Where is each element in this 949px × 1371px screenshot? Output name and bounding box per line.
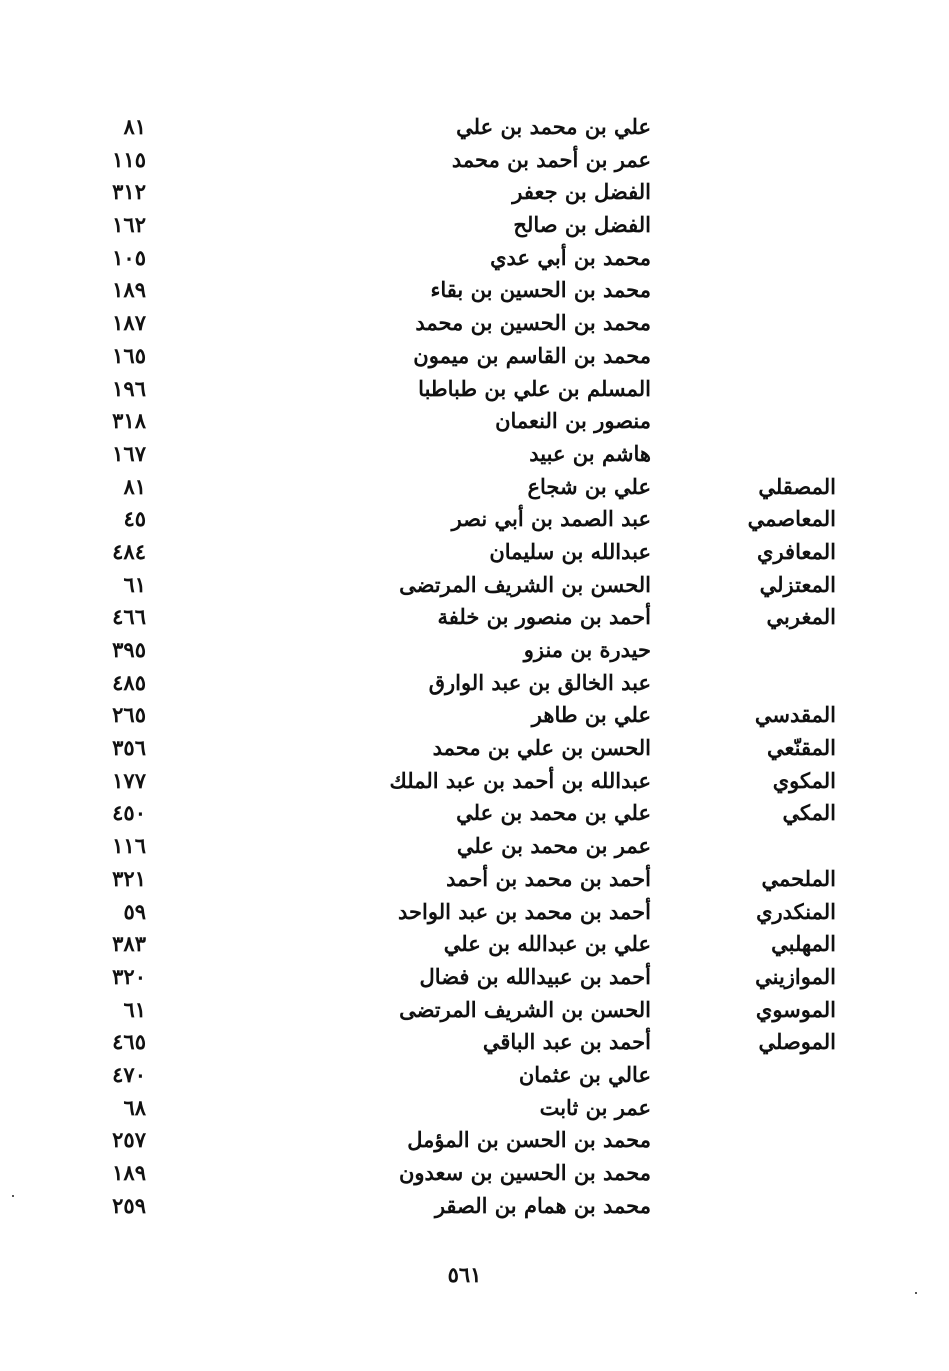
entry-name: محمد بن الحسن بن المؤمل bbox=[407, 1127, 651, 1153]
entry-page-number: ١٧٧ bbox=[112, 767, 146, 793]
entry-page-number: ٨١ bbox=[123, 114, 146, 139]
index-entry bbox=[0, 438, 949, 471]
index-entry bbox=[0, 373, 949, 406]
index-entry bbox=[0, 1092, 949, 1125]
entry-name: علي بن شجاع bbox=[527, 473, 651, 499]
index-entry bbox=[0, 340, 949, 373]
entry-page-number: ٤٥ bbox=[123, 506, 146, 532]
entry-page-number: ١٨٧ bbox=[112, 310, 146, 336]
entry-nisba: المعاصمي bbox=[747, 506, 836, 532]
entry-name: علي بن محمد بن علي bbox=[456, 114, 651, 139]
index-entry bbox=[0, 1157, 949, 1190]
index-entry bbox=[0, 896, 949, 929]
entry-name: علي بن محمد بن علي bbox=[456, 800, 651, 826]
entry-page-number: ٥٩ bbox=[123, 898, 146, 924]
index-entry bbox=[0, 569, 949, 602]
index-entry bbox=[0, 830, 949, 863]
index-entry bbox=[0, 797, 949, 830]
entry-name: عمر بن محمد بن علي bbox=[456, 833, 651, 859]
index-entry bbox=[0, 209, 949, 242]
entry-page-number: ١٦٢ bbox=[112, 212, 146, 238]
entry-name: محمد بن الحسين بن محمد bbox=[415, 310, 651, 336]
index-entry bbox=[0, 732, 949, 765]
entry-page-number: ٣٩٥ bbox=[112, 637, 146, 662]
index-entry bbox=[0, 1059, 949, 1092]
entry-name: أحمد بن منصور بن خلفة bbox=[437, 604, 651, 630]
entry-name: عبد الصمد بن أبي نصر bbox=[451, 506, 651, 532]
entry-page-number: ١٦٥ bbox=[112, 342, 146, 368]
entry-name: عالي بن عثمان bbox=[518, 1061, 651, 1087]
entry-page-number: ٦١ bbox=[123, 996, 146, 1022]
entry-page-number: ١٩٦ bbox=[112, 375, 146, 401]
entry-page-number: ٣٨٣ bbox=[112, 931, 146, 957]
index-entry bbox=[0, 601, 949, 634]
entry-name: الفضل بن صالح bbox=[513, 212, 651, 238]
index-entry bbox=[0, 1026, 949, 1059]
entry-nisba: المصقلي bbox=[758, 473, 836, 499]
entry-name: أحمد بن عبيدالله بن فضال bbox=[419, 963, 651, 989]
index-entry bbox=[0, 765, 949, 798]
entry-page-number: ٤٦٥ bbox=[112, 1029, 146, 1055]
index-entry bbox=[0, 307, 949, 340]
entry-name: منصور بن النعمان bbox=[495, 408, 651, 434]
index-entry bbox=[0, 863, 949, 896]
index-entry bbox=[0, 176, 949, 209]
entry-page-number: ٢٥٩ bbox=[112, 1192, 146, 1218]
entry-name: حيدرة بن منزو bbox=[523, 637, 651, 662]
index-entry bbox=[0, 667, 949, 700]
entry-nisba: الملحمي bbox=[761, 865, 836, 891]
index-entry bbox=[0, 634, 949, 667]
index-entry bbox=[0, 503, 949, 536]
index-entry bbox=[0, 536, 949, 569]
entry-page-number: ٣٥٦ bbox=[112, 735, 146, 761]
entry-page-number: ٣١٨ bbox=[112, 408, 146, 434]
index-entry bbox=[0, 144, 949, 177]
entry-name: عبد الخالق بن عبد الوارق bbox=[428, 669, 651, 695]
entry-page-number: ١٨٩ bbox=[112, 277, 146, 303]
entry-name: الفضل بن جعفر bbox=[512, 179, 651, 205]
entry-nisba: الموسوي bbox=[755, 996, 836, 1022]
entry-page-number: ٦٨ bbox=[123, 1094, 146, 1120]
entry-nisba: المكوي bbox=[772, 767, 836, 793]
page-footer bbox=[0, 1262, 949, 1287]
entry-page-number: ٨١ bbox=[123, 473, 146, 499]
entry-name: محمد بن همام بن الصقر bbox=[434, 1192, 651, 1218]
entry-name: أحمد بن محمد بن أحمد bbox=[446, 865, 651, 891]
entry-name: أحمد بن عبد الباقي bbox=[482, 1029, 651, 1055]
entry-name: هاشم بن عبيد bbox=[529, 440, 651, 466]
entry-nisba: المقنّعي bbox=[767, 735, 836, 761]
entry-nisba: المنكدري bbox=[756, 898, 836, 924]
scan-speck bbox=[915, 1292, 917, 1294]
entry-nisba: المغربي bbox=[766, 604, 836, 630]
index-entry bbox=[0, 471, 949, 504]
entry-name: محمد بن الحسين بن بقاء bbox=[430, 277, 651, 303]
entry-name: عبدالله بن سليمان bbox=[489, 538, 651, 564]
entry-page-number: ٢٦٥ bbox=[112, 702, 146, 728]
entry-name: أحمد بن محمد بن عبد الواحد bbox=[398, 898, 651, 924]
entry-name: الحسن بن الشريف المرتضى bbox=[399, 571, 651, 597]
entry-page-number: ٤٥٠ bbox=[112, 800, 146, 826]
entry-name: عمر بن ثابت bbox=[539, 1094, 651, 1120]
entry-nisba: المكي bbox=[782, 800, 836, 826]
index-entry bbox=[0, 928, 949, 961]
entry-nisba: المعتزلي bbox=[759, 571, 836, 597]
index-entry bbox=[0, 111, 949, 144]
index-entry bbox=[0, 961, 949, 994]
entry-nisba: المقدسي bbox=[754, 702, 836, 728]
entry-page-number: ١٠٥ bbox=[112, 244, 146, 270]
entry-page-number: ٤٨٥ bbox=[112, 669, 146, 695]
entry-page-number: ١٦٧ bbox=[112, 440, 146, 466]
entry-page-number: ٤٦٦ bbox=[112, 604, 146, 630]
entry-name: محمد بن أبي عدي bbox=[490, 244, 651, 270]
entry-page-number: ٢٥٧ bbox=[112, 1127, 146, 1153]
entry-nisba: الموصلي bbox=[758, 1029, 836, 1055]
index-entry bbox=[0, 1190, 949, 1223]
entry-page-number: ٣١٢ bbox=[112, 179, 146, 205]
entry-nisba: المعافري bbox=[757, 538, 836, 564]
entry-name: عبدالله بن أحمد بن عبد الملك bbox=[389, 767, 651, 793]
index-entry bbox=[0, 405, 949, 438]
entry-name: علي بن عبدالله بن علي bbox=[443, 931, 651, 957]
index-entry bbox=[0, 994, 949, 1027]
entry-name: الحسن بن علي بن محمد bbox=[432, 735, 651, 761]
entry-page-number: ١١٥ bbox=[112, 146, 146, 172]
entry-page-number: ٣٢١ bbox=[112, 865, 146, 891]
entry-nisba: الموازيني bbox=[755, 963, 836, 989]
entry-page-number: ١٨٩ bbox=[112, 1160, 146, 1185]
scan-speck bbox=[12, 1195, 14, 1197]
index-entry bbox=[0, 1124, 949, 1157]
entry-name: الحسن بن الشريف المرتضى bbox=[399, 996, 651, 1022]
entry-name: عمر بن أحمد بن محمد bbox=[451, 146, 651, 172]
entry-page-number: ١١٦ bbox=[112, 833, 146, 859]
entry-page-number: ٦١ bbox=[123, 571, 146, 597]
entry-name: محمد بن القاسم بن ميمون bbox=[413, 342, 651, 368]
entry-name: محمد بن الحسين بن سعدون bbox=[398, 1160, 651, 1185]
index-entry bbox=[0, 699, 949, 732]
entry-page-number: ٣٢٠ bbox=[112, 963, 146, 989]
page-number: ٥٦١ bbox=[447, 1262, 482, 1287]
entry-page-number: ٤٧٠ bbox=[112, 1061, 146, 1087]
entry-page-number: ٤٨٤ bbox=[112, 538, 146, 564]
index-entry bbox=[0, 274, 949, 307]
index-list bbox=[0, 111, 949, 1222]
index-entry bbox=[0, 242, 949, 275]
entry-nisba: المهلبي bbox=[771, 931, 836, 957]
entry-name: علي بن طاهر bbox=[531, 702, 651, 728]
entry-name: المسلم بن علي بن طباطبا bbox=[418, 375, 651, 401]
